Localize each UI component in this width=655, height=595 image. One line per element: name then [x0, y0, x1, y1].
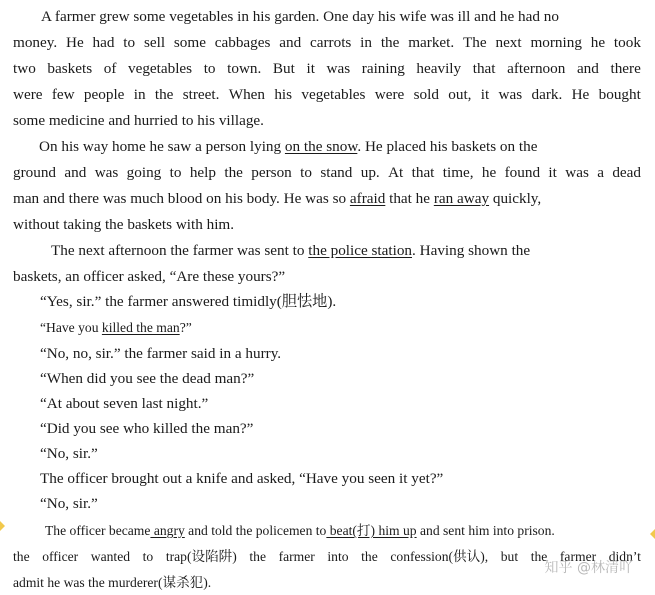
word: it [306, 60, 315, 77]
p4-line-1-a: The officer became [45, 523, 151, 538]
word: were [13, 86, 43, 103]
zhihu-watermark: 知乎 @林清吖 [544, 560, 633, 576]
word: of [103, 60, 117, 77]
underlined-phrase-ran-away: ran away [433, 190, 490, 207]
p3-line-1 [13, 242, 641, 260]
word: he [481, 164, 497, 181]
word: that [472, 60, 496, 77]
word: dead [612, 164, 641, 181]
word: took [613, 34, 641, 51]
p1-line-4 [13, 86, 641, 104]
dialogue-line-6: “Did you see who killed the man?” [40, 420, 254, 437]
word: there [610, 60, 641, 77]
underlined-word-afraid: afraid [349, 190, 386, 207]
word: When [228, 86, 265, 103]
word: ground [13, 164, 57, 181]
underlined-phrase-on-the-snow: on the snow [284, 138, 358, 155]
word: two [13, 60, 36, 77]
word: money. [13, 34, 58, 51]
word: confession(供认), [390, 549, 489, 564]
word: to [123, 34, 136, 51]
underlined-phrase-beat-him-up: beat(打) him up [326, 523, 417, 538]
word: baskets [47, 60, 93, 77]
word: some [173, 34, 206, 51]
word: to [300, 164, 312, 181]
p1-line-2 [13, 34, 641, 52]
word: and [576, 60, 599, 77]
word: his [274, 86, 293, 103]
p1-line-1: A farmer grew some vegetables in his garden. One day his wife was ill and he had no [41, 8, 559, 25]
dialogue-line-9: “No, sir.” [40, 495, 98, 512]
word: was [326, 60, 351, 77]
word: trap(设陷阱) [165, 549, 237, 564]
dialogue-line-1: “Yes, sir.” the farmer answered timidly(胆怯地). [40, 293, 337, 310]
word: officer [42, 549, 79, 564]
word: that [411, 164, 435, 181]
word: people [83, 86, 125, 103]
word: the [530, 549, 548, 564]
p1-line-3 [13, 60, 641, 78]
dialogue-line-2-b: ?” [179, 320, 192, 335]
dialogue-line-7: “No, sir.” [40, 445, 98, 462]
left-margin-marker-icon [0, 521, 5, 531]
word: farmer [278, 549, 315, 564]
p1-line-5: some medicine and hurried to his village. [13, 112, 264, 129]
word: the [361, 549, 378, 564]
word: and [279, 34, 302, 51]
word: morning [530, 34, 582, 51]
word: carrots [310, 34, 352, 51]
word: the [154, 86, 174, 103]
p2-line-2 [13, 164, 641, 182]
p4-line-3: admit he was the murderer(谋杀犯). [13, 575, 212, 590]
word: the [380, 34, 400, 51]
word: the [224, 164, 243, 181]
p2-line-3-mid: that he [389, 190, 431, 207]
dialogue-line-3: “No, no, sir.” the farmer said in a hurry. [40, 345, 282, 362]
word: was [94, 164, 119, 181]
p3-line-1-text-a: The next afternoon the farmer was sent to [51, 242, 305, 259]
word: He [571, 86, 590, 103]
word: a [597, 164, 604, 181]
word: bought [598, 86, 641, 103]
word: The [463, 34, 487, 51]
word: heavily [416, 60, 462, 77]
word: was [498, 86, 523, 103]
dialogue-line-2-a: “Have you [40, 320, 102, 335]
p3-line-2: baskets, an officer asked, “Are these yours?” [13, 268, 286, 285]
p2-line-1-text-a: On his way home he saw a person lying [39, 138, 282, 155]
word: found [504, 164, 541, 181]
p2-line-3-text: man and there was much blood on his body. He was so [13, 190, 347, 207]
dialogue-line-8: The officer brought out a knife and asked, “Have you seen it yet?” [40, 470, 444, 487]
word: it [480, 86, 490, 103]
word: the [249, 549, 266, 564]
word: He [65, 34, 84, 51]
p2-line-3-end: quickly, [492, 190, 542, 207]
word: help [189, 164, 216, 181]
word: to [169, 164, 182, 181]
word: vegetables [301, 86, 366, 103]
dialogue-line-4: “When did you see the dead man?” [40, 370, 255, 387]
p4-line-1-mid: and told the policemen to [184, 523, 327, 538]
word: time, [442, 164, 474, 181]
word: up. [360, 164, 380, 181]
dialogue-line-2 [13, 319, 641, 337]
word: wanted [90, 549, 131, 564]
word: sold [413, 86, 439, 103]
underlined-phrase-killed-the-man: killed the man [101, 320, 180, 335]
word: to [142, 549, 154, 564]
word: stand [320, 164, 353, 181]
word: farmer [559, 549, 597, 564]
word: the [13, 549, 30, 564]
word: in [360, 34, 372, 51]
word: street. [182, 86, 220, 103]
p3-line-1-text-b: . Having shown the [412, 242, 531, 259]
word: market. [408, 34, 455, 51]
word: didn’t [608, 549, 641, 564]
word: next [495, 34, 522, 51]
word: and [64, 164, 87, 181]
word: person [251, 164, 292, 181]
word: vegetables [127, 60, 193, 77]
word: were [374, 86, 405, 103]
p2-line-3 [13, 190, 641, 208]
word: but [500, 549, 519, 564]
word: sell [143, 34, 166, 51]
word: it [548, 164, 557, 181]
word: out, [448, 86, 472, 103]
word: raining [361, 60, 405, 77]
word: dark. [531, 86, 563, 103]
word: to [203, 60, 216, 77]
right-margin-marker-icon [650, 529, 655, 539]
p4-line-1-b: and sent him into prison. [416, 523, 555, 538]
word: he [590, 34, 606, 51]
underlined-word-angry: angry [150, 523, 185, 538]
word: into [327, 549, 349, 564]
word: was [565, 164, 589, 181]
p2-line-4: without taking the baskets with him. [13, 216, 235, 233]
word: going [126, 164, 162, 181]
word: At [388, 164, 404, 181]
p4-line-1 [13, 522, 641, 540]
dialogue-line-5: “At about seven last night.” [40, 395, 209, 412]
word: had [92, 34, 115, 51]
word: in [133, 86, 146, 103]
word: town. [227, 60, 262, 77]
word: But [272, 60, 295, 77]
word: few [51, 86, 75, 103]
word: afternoon [507, 60, 566, 77]
word: cabbages [214, 34, 271, 51]
p2-line-1-text-b: . He placed his baskets on the [357, 138, 538, 155]
underlined-phrase-police-station: the police station [308, 242, 413, 259]
p2-line-1 [13, 138, 641, 156]
